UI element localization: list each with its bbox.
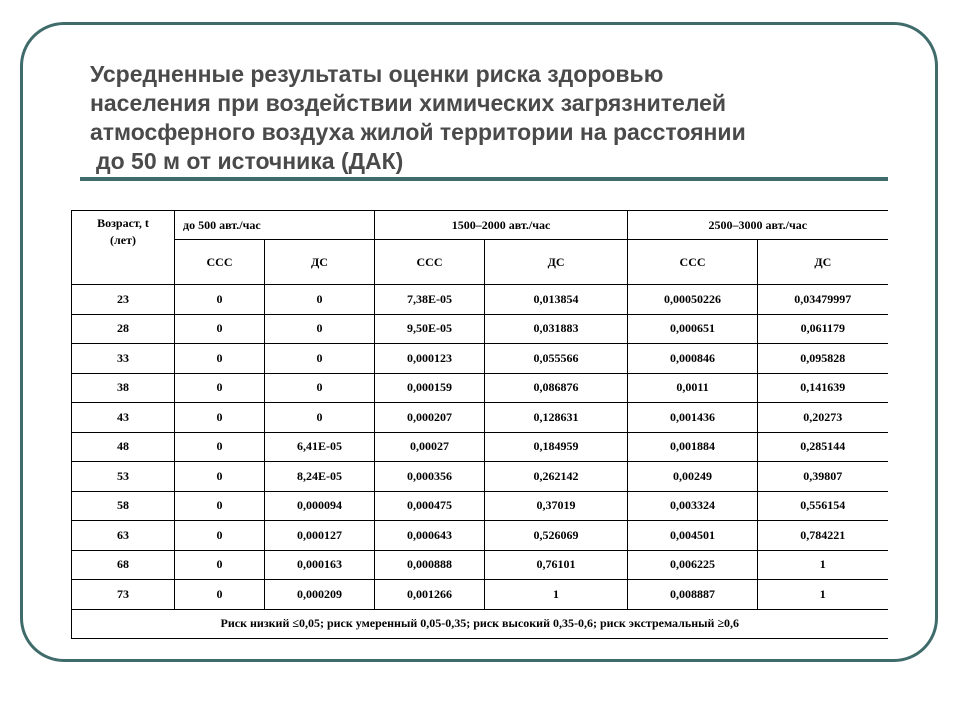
value-cell: 0,000651 (628, 314, 758, 344)
age-header-line: (лет) (110, 233, 136, 247)
age-cell: 38 (72, 373, 175, 403)
table-row (72, 521, 888, 551)
age-header-line: Возраст, t (97, 216, 149, 230)
value-cell: 0 (175, 432, 265, 462)
table-row (72, 491, 888, 521)
risk-table (71, 210, 888, 639)
value-cell: 0,003324 (628, 491, 758, 521)
value-cell: 0,013854 (485, 285, 628, 315)
table-row (72, 344, 888, 374)
table-row (72, 285, 888, 315)
title-line: атмосферного воздуха жилой территории на расстоянии (90, 119, 746, 145)
age-cell: 28 (72, 314, 175, 344)
table-row (72, 550, 888, 580)
age-cell: 58 (72, 491, 175, 521)
title-line: населения при воздействии химических загрязнителей (90, 90, 727, 116)
value-cell: 0,00050226 (628, 285, 758, 315)
value-cell: 0,128631 (485, 403, 628, 433)
value-cell: 0,000159 (375, 373, 485, 403)
value-cell: 9,50E-05 (375, 314, 485, 344)
value-cell: 0,000094 (265, 491, 375, 521)
value-cell: 6,41E-05 (265, 432, 375, 462)
age-cell: 53 (72, 462, 175, 492)
value-cell: 0,000475 (375, 491, 485, 521)
value-cell: 0,184959 (485, 432, 628, 462)
subheader: ССС (628, 240, 758, 285)
value-cell: 8,24E-05 (265, 462, 375, 492)
title-divider (80, 177, 888, 181)
value-cell: 1 (758, 550, 888, 580)
value-cell: 0 (175, 521, 265, 551)
value-cell: 0,001436 (628, 403, 758, 433)
value-cell: 0,76101 (485, 550, 628, 580)
value-cell: 0,00249 (628, 462, 758, 492)
age-header (72, 211, 175, 285)
group-header: 1500–2000 авт./час (375, 211, 628, 240)
value-cell: 0,784221 (758, 521, 888, 551)
table-row (72, 314, 888, 344)
value-cell: 0 (175, 344, 265, 374)
value-cell: 0 (265, 314, 375, 344)
value-cell: 0,000163 (265, 550, 375, 580)
age-cell: 33 (72, 344, 175, 374)
table-row (72, 432, 888, 462)
risk-legend: Риск низкий ≤0,05; риск умеренный 0,05-0,35; риск высокий 0,35-0,6; риск экстремальный ≥0,6 (72, 609, 888, 638)
value-cell: 0 (265, 403, 375, 433)
age-cell: 68 (72, 550, 175, 580)
value-cell: 0,061179 (758, 314, 888, 344)
value-cell: 0 (265, 373, 375, 403)
value-cell: 0,37019 (485, 491, 628, 521)
value-cell: 1 (485, 580, 628, 610)
value-cell: 0,000209 (265, 580, 375, 610)
value-cell: 0,526069 (485, 521, 628, 551)
value-cell: 0,031883 (485, 314, 628, 344)
value-cell: 1 (758, 580, 888, 610)
value-cell: 0 (265, 344, 375, 374)
value-cell: 0 (265, 285, 375, 315)
table-row (72, 403, 888, 433)
value-cell: 0,086876 (485, 373, 628, 403)
age-cell: 63 (72, 521, 175, 551)
table-subheader-row (72, 240, 888, 285)
title-line: до 50 м от источника (ДАК) (96, 148, 404, 174)
value-cell: 0,00027 (375, 432, 485, 462)
value-cell: 0 (175, 462, 265, 492)
value-cell: 0,39807 (758, 462, 888, 492)
table-footer-row (72, 609, 888, 638)
value-cell: 0 (175, 580, 265, 610)
group-header: 2500–3000 авт./час (628, 211, 888, 240)
group-header: до 500 авт./час (175, 211, 375, 240)
value-cell: 0,008887 (628, 580, 758, 610)
value-cell: 0 (175, 550, 265, 580)
value-cell: 0,000356 (375, 462, 485, 492)
table-row (72, 462, 888, 492)
value-cell: 0,000888 (375, 550, 485, 580)
subheader: ДС (485, 240, 628, 285)
value-cell: 0 (175, 373, 265, 403)
table-row (72, 580, 888, 610)
value-cell: 0,556154 (758, 491, 888, 521)
table-body (72, 285, 888, 610)
value-cell: 0,006225 (628, 550, 758, 580)
value-cell: 0,004501 (628, 521, 758, 551)
table-row (72, 373, 888, 403)
value-cell: 0,001266 (375, 580, 485, 610)
value-cell: 0,20273 (758, 403, 888, 433)
value-cell: 0 (175, 403, 265, 433)
value-cell: 0,001884 (628, 432, 758, 462)
subheader: ДС (265, 240, 375, 285)
value-cell: 0,000127 (265, 521, 375, 551)
subheader: ССС (175, 240, 265, 285)
age-cell: 23 (72, 285, 175, 315)
value-cell: 0 (175, 285, 265, 315)
value-cell: 0,262142 (485, 462, 628, 492)
value-cell: 0,03479997 (758, 285, 888, 315)
table-header-row (72, 211, 888, 240)
value-cell: 0,000643 (375, 521, 485, 551)
value-cell: 0,141639 (758, 373, 888, 403)
value-cell: 0,095828 (758, 344, 888, 374)
value-cell: 0,000123 (375, 344, 485, 374)
value-cell: 0,055566 (485, 344, 628, 374)
value-cell: 0 (175, 314, 265, 344)
value-cell: 0,000207 (375, 403, 485, 433)
value-cell: 0 (175, 491, 265, 521)
title-line: Усредненные результаты оценки риска здоровью (90, 61, 664, 87)
subheader: ССС (375, 240, 485, 285)
value-cell: 0,000846 (628, 344, 758, 374)
value-cell: 0,0011 (628, 373, 758, 403)
slide-title (90, 60, 910, 176)
age-cell: 43 (72, 403, 175, 433)
subheader: ДС (758, 240, 888, 285)
value-cell: 7,38E-05 (375, 285, 485, 315)
age-cell: 73 (72, 580, 175, 610)
value-cell: 0,285144 (758, 432, 888, 462)
age-cell: 48 (72, 432, 175, 462)
